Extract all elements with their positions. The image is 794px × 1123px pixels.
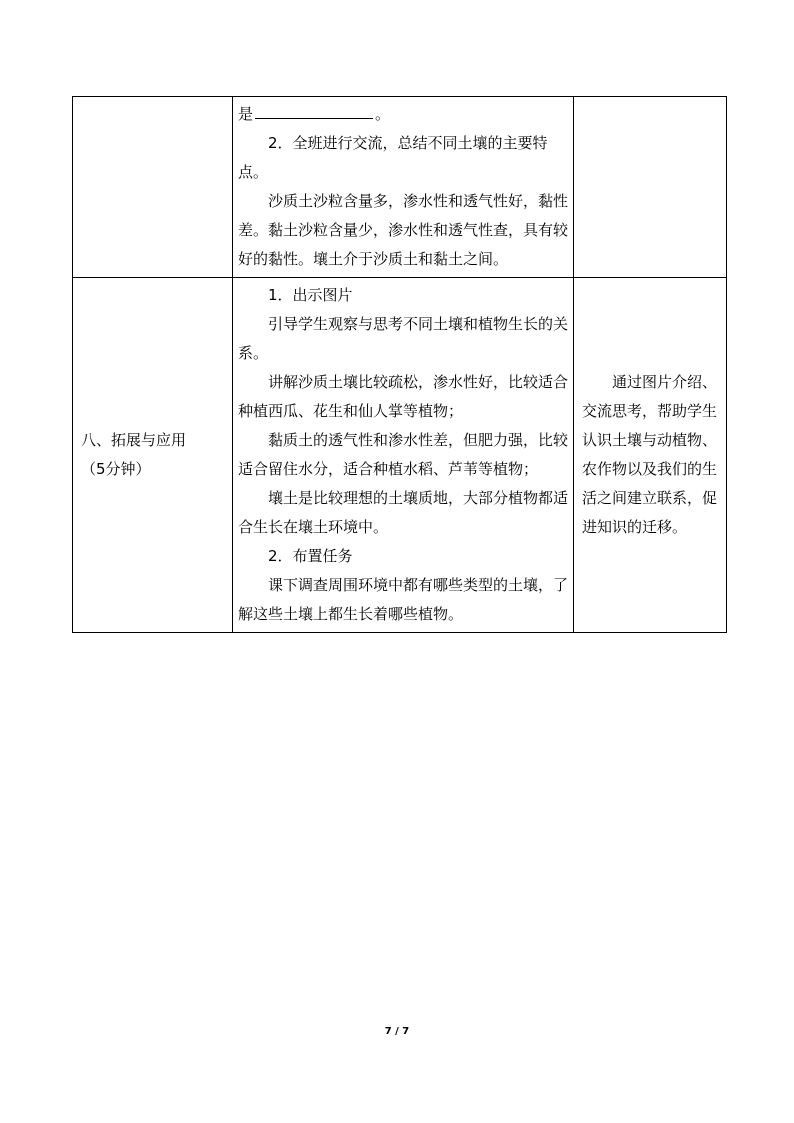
purpose-text: 通过图片介绍、交流思考，帮助学生认识土壤与动植物、农作物以及我们的生活之间建立联系，促进知识的迁移。 xyxy=(582,373,718,536)
table-row xyxy=(73,97,727,278)
stage-time: （5分钟） xyxy=(81,460,151,478)
stage-cell xyxy=(73,278,233,633)
stage-title: 八、拓展与应用 xyxy=(81,431,187,449)
activity-cell xyxy=(233,278,574,633)
paragraph: 黏质土的透气性和渗水性差，但肥力强，比较适合留住水分，适合种植水稻、芦苇等植物； xyxy=(238,431,569,478)
purpose-cell xyxy=(574,97,727,278)
fill-suffix: 。 xyxy=(375,105,391,123)
answer-blank xyxy=(255,102,373,119)
fill-prefix: 是 xyxy=(238,105,254,123)
stage-cell xyxy=(73,97,233,278)
fill-in-line xyxy=(238,100,568,129)
page-number: 7 / 7 xyxy=(384,1026,410,1037)
paragraph: 2．全班进行交流，总结不同土壤的主要特点。 xyxy=(238,134,548,181)
paragraph: 讲解沙质土壤比较疏松，渗水性好，比较适合种植西瓜、花生和仙人掌等植物； xyxy=(238,373,569,420)
table-row xyxy=(73,278,727,633)
paragraph: 课下调查周围环境中都有哪些类型的土壤，了解这些土壤上都生长着哪些植物。 xyxy=(238,576,569,623)
lesson-plan-table xyxy=(72,96,727,633)
paragraph: 沙质土沙粒含量多，渗水性和透气性好，黏性差。黏土沙粒含量少，渗水性和透气性查，具有较好的黏性。壤土介于沙质土和黏土之间。 xyxy=(238,192,569,268)
paragraph: 2．布置任务 xyxy=(268,547,353,565)
paragraph: 引导学生观察与思考不同土壤和植物生长的关系。 xyxy=(238,315,569,362)
purpose-cell xyxy=(574,278,727,633)
paragraph: 1．出示图片 xyxy=(268,286,353,304)
paragraph: 壤土是比较理想的土壤质地，大部分植物都适合生长在壤土环境中。 xyxy=(238,489,569,536)
activity-cell xyxy=(233,97,574,278)
